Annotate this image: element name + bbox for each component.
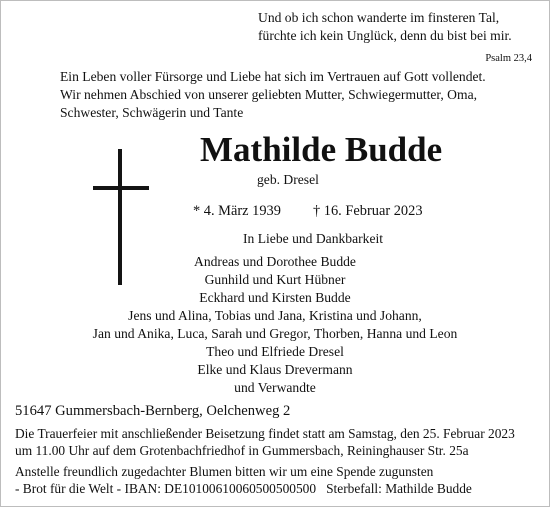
cross-icon [118, 149, 122, 285]
intro-line-2: Wir nehmen Abschied von unserer geliebten Mutter, Schwiegermutter, Oma, [60, 87, 478, 102]
mourner-line: Eckhard und Kirsten Budde [199, 290, 351, 305]
mourner-line: Theo und Elfriede Dresel [206, 344, 344, 359]
verse-line-1: Und ob ich schon wanderte im finsteren Tal, [258, 10, 500, 25]
address: 51647 Gummersbach-Bernberg, Oelchenweg 2 [15, 403, 291, 419]
death-date: † 16. Februar 2023 [313, 203, 423, 219]
mourner-line: Gunhild und Kurt Hübner [204, 272, 346, 287]
birth-date: * 4. März 1939 [193, 203, 281, 219]
mourner-line: Jens und Alina, Tobias und Jana, Kristina und Johann, [128, 308, 422, 323]
maiden-name: geb. Dresel [257, 172, 319, 187]
cross-icon-bar [93, 186, 149, 190]
mourner-line: Elke und Klaus Drevermann [197, 362, 353, 377]
donation-line-2: - Brot für die Welt - IBAN: DE10100610060500500500 Sterbefall: Mathilde Budde [15, 481, 472, 496]
intro-line-1: Ein Leben voller Fürsorge und Liebe hat sich im Vertrauen auf Gott vollendet. [60, 69, 486, 84]
mourner-line: und Verwandte [234, 380, 316, 395]
dedication: In Liebe und Dankbarkeit [243, 231, 384, 246]
deceased-name: Mathilde Budde [200, 130, 443, 169]
funeral-line-2: um 11.00 Uhr auf dem Grotenbachfriedhof in Gummersbach, Reininghauser Str. 25a [15, 443, 469, 458]
donation-line-1: Anstelle freundlich zugedachter Blumen bitten wir um eine Spende zugunsten [15, 464, 434, 479]
mourner-line: Andreas und Dorothee Budde [194, 254, 356, 269]
verse-line-2: fürchte ich kein Unglück, denn du bist bei mir. [258, 28, 512, 43]
mourner-line: Jan und Anika, Luca, Sarah und Gregor, Thorben, Hanna und Leon [92, 326, 458, 341]
funeral-line-1: Die Trauerfeier mit anschließender Beisetzung findet statt am Samstag, den 25. Februar 2023 [15, 426, 515, 441]
intro-line-3: Schwester, Schwägerin und Tante [60, 105, 244, 120]
verse-reference: Psalm 23,4 [485, 53, 532, 64]
